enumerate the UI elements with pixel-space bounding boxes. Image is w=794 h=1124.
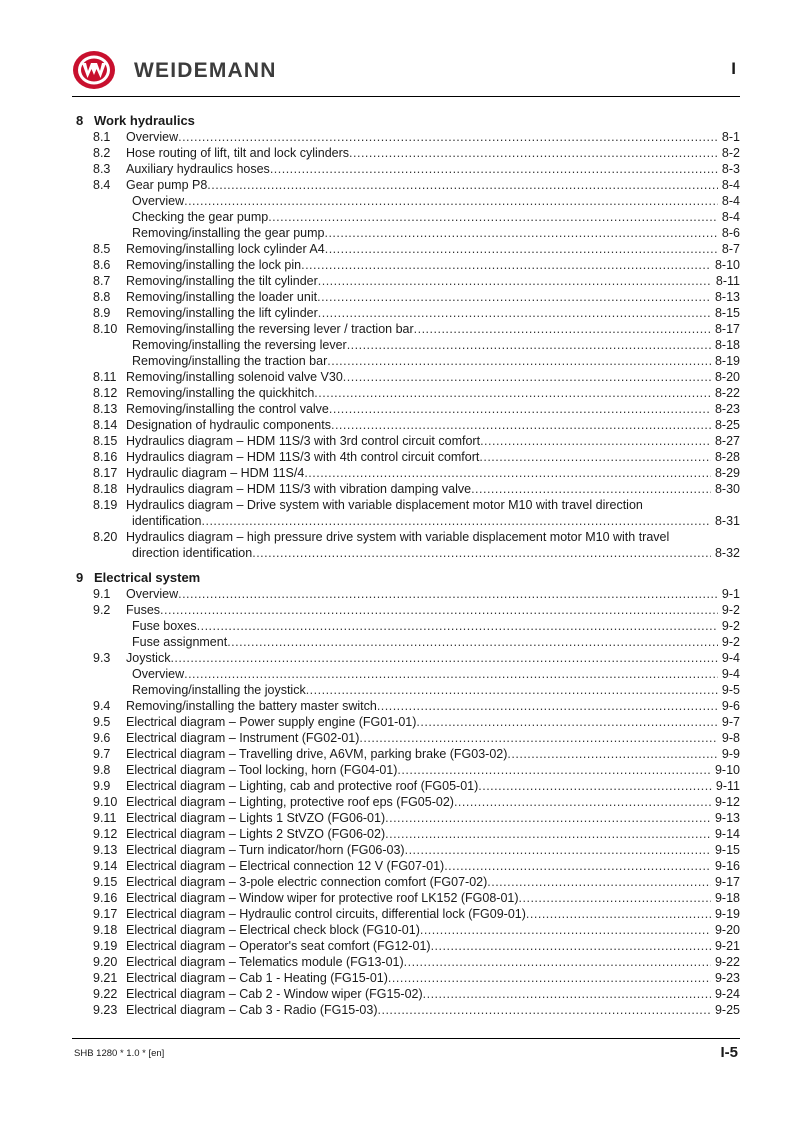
entry-title: direction identification [132, 546, 253, 560]
toc-subentry[interactable] [76, 666, 740, 682]
footer-rule [72, 1038, 740, 1039]
chapter-gap [76, 561, 740, 567]
toc-entry[interactable] [76, 954, 740, 970]
dot-leader [359, 730, 718, 746]
entry-page: 9-24 [714, 987, 740, 1001]
dot-leader [480, 433, 711, 449]
toc-entry[interactable] [76, 481, 740, 497]
header-rule [72, 96, 740, 97]
dot-leader [347, 337, 711, 353]
entry-page: 9-13 [714, 811, 740, 825]
entry-title: Hydraulics diagram – HDM 11S/3 with 3rd control circuit comfort [126, 434, 481, 448]
entry-title: Removing/installing the lock pin [126, 258, 302, 272]
entry-page: 8-6 [721, 226, 740, 240]
toc-entry[interactable] [76, 906, 740, 922]
toc-entry[interactable] [76, 289, 740, 305]
entry-title: Joystick [126, 651, 171, 665]
entry-page: 9-12 [714, 795, 740, 809]
entry-title: Removing/installing the quickhitch [126, 386, 315, 400]
entry-number: 8.10 [93, 322, 118, 336]
toc-entry[interactable] [76, 129, 740, 145]
entry-page: 8-7 [721, 242, 740, 256]
entry-page: 9-6 [721, 699, 740, 713]
entry-number: 8.19 [93, 498, 118, 512]
toc-entry[interactable] [76, 714, 740, 730]
entry-title: Fuse assignment [132, 635, 228, 649]
toc-entry[interactable] [76, 449, 740, 465]
entry-page: 8-19 [714, 354, 740, 368]
toc-entry[interactable] [76, 698, 740, 714]
toc-entry[interactable] [76, 650, 740, 666]
toc-entry[interactable] [76, 810, 740, 826]
entry-page: 9-7 [721, 715, 740, 729]
dot-leader [207, 177, 718, 193]
dot-leader [184, 666, 718, 682]
toc-entry[interactable] [76, 385, 740, 401]
entry-title: Removing/installing the battery master switch [126, 699, 377, 713]
dot-leader [388, 970, 711, 986]
entry-number: 9.3 [93, 651, 111, 665]
entry-number: 9.5 [93, 715, 111, 729]
entry-page: 9-18 [714, 891, 740, 905]
toc-entry[interactable] [76, 305, 740, 321]
entry-number: 8.7 [93, 274, 111, 288]
entry-page: 9-22 [714, 955, 740, 969]
toc-entry[interactable] [76, 177, 740, 193]
toc-subentry[interactable] [76, 513, 740, 529]
toc-entry[interactable] [76, 497, 740, 513]
entry-page: 9-2 [721, 603, 740, 617]
dot-leader [444, 858, 711, 874]
dot-leader [268, 209, 718, 225]
entry-number: 9.11 [93, 811, 117, 825]
toc-entry[interactable] [76, 890, 740, 906]
dot-leader [478, 778, 712, 794]
entry-number: 8.15 [93, 434, 118, 448]
entry-title: Removing/installing the lift cylinder [126, 306, 318, 320]
entry-number: 9.21 [93, 971, 118, 985]
toc-entry[interactable] [76, 586, 740, 602]
dot-leader [325, 241, 718, 257]
entry-number: 8.5 [93, 242, 111, 256]
entry-page: 9-19 [714, 907, 740, 921]
entry-page: 9-17 [714, 875, 740, 889]
entry-number: 9.15 [93, 875, 118, 889]
entry-page: 9-25 [714, 1003, 740, 1017]
dot-leader [431, 938, 711, 954]
dot-leader [202, 513, 711, 529]
entry-title: Electrical diagram – Telematics module (FG13-01) [126, 955, 404, 969]
entry-page: 9-2 [721, 635, 740, 649]
dot-leader [526, 906, 711, 922]
entry-page: 8-13 [714, 290, 740, 304]
entry-page: 8-1 [721, 130, 740, 144]
entry-title: Electrical diagram – Window wiper for protective roof LK152 (FG08-01) [126, 891, 519, 905]
toc-entry[interactable] [76, 762, 740, 778]
entry-title: Electrical diagram – Electrical connection 12 V (FG07-01) [126, 859, 445, 873]
toc-subentry[interactable] [76, 193, 740, 209]
entry-title: Electrical diagram – Cab 3 - Radio (FG15-03) [126, 1003, 378, 1017]
entry-page: 9-2 [721, 619, 740, 633]
dot-leader [304, 465, 711, 481]
toc-entry[interactable] [76, 746, 740, 762]
entry-title: Hydraulics diagram – high pressure drive system with variable displacement motor M10 with travel [126, 530, 670, 544]
dot-leader [178, 129, 718, 145]
dot-leader [327, 353, 711, 369]
entry-number: 9.17 [93, 907, 118, 921]
entry-page: 8-17 [714, 322, 740, 336]
toc-entry[interactable] [76, 826, 740, 842]
dot-leader [270, 161, 718, 177]
chapter-title: Work hydraulics [94, 113, 195, 128]
toc-subentry[interactable] [76, 682, 740, 698]
entry-title: Electrical diagram – Lights 2 StVZO (FG06-02) [126, 827, 386, 841]
entry-title: Hydraulics diagram – HDM 11S/3 with 4th control circuit comfort [126, 450, 480, 464]
entry-title: Removing/installing solenoid valve V30 [126, 370, 343, 384]
entry-title: Removing/installing the reversing lever [132, 338, 347, 352]
toc-entry[interactable] [76, 922, 740, 938]
entry-number: 8.13 [93, 402, 118, 416]
entry-page: 8-18 [714, 338, 740, 352]
entry-number: 8.1 [93, 130, 111, 144]
entry-title: Fuses [126, 603, 161, 617]
section-marker: I [731, 59, 736, 78]
toc-entry[interactable] [76, 874, 740, 890]
entry-number: 8.18 [93, 482, 118, 496]
dot-leader [318, 273, 712, 289]
toc-entry[interactable] [76, 417, 740, 433]
dot-leader [385, 810, 711, 826]
entry-page: 9-4 [721, 651, 740, 665]
toc-subentry[interactable] [76, 209, 740, 225]
page-number: I-5 [720, 1044, 738, 1061]
entry-number: 9.7 [93, 747, 111, 761]
page-footer [72, 1038, 740, 1061]
entry-number: 9.13 [93, 843, 118, 857]
chapter-number: 9 [76, 570, 84, 585]
dot-leader [507, 746, 718, 762]
entry-number: 9.16 [93, 891, 118, 905]
entry-title: Overview [126, 130, 179, 144]
entry-number: 8.14 [93, 418, 118, 432]
entry-number: 8.8 [93, 290, 111, 304]
entry-page: 8-30 [714, 482, 740, 496]
dot-leader [487, 874, 711, 890]
toc-entry[interactable] [76, 257, 740, 273]
entry-page: 9-4 [721, 667, 740, 681]
entry-title: Electrical diagram – Lights 1 StVZO (FG06-01) [126, 811, 386, 825]
entry-title: Removing/installing the control valve [126, 402, 329, 416]
entry-title: Removing/installing the joystick [132, 683, 306, 697]
entry-page: 8-10 [714, 258, 740, 272]
entry-number: 9.10 [93, 795, 118, 809]
entry-number: 9.9 [93, 779, 111, 793]
entry-title: Electrical diagram – Lighting, protective roof eps (FG05-02) [126, 795, 454, 809]
entry-title: Removing/installing the reversing lever / traction bar [126, 322, 414, 336]
toc-entry[interactable] [76, 602, 740, 618]
dot-leader [197, 618, 718, 634]
dot-leader [423, 986, 711, 1002]
toc-entry[interactable] [76, 401, 740, 417]
weidemann-logo [72, 50, 116, 90]
entry-title: Hydraulic diagram – HDM 11S/4 [126, 466, 305, 480]
entry-page: 8-15 [714, 306, 740, 320]
entry-number: 8.3 [93, 162, 111, 176]
entry-number: 8.6 [93, 258, 111, 272]
chapter-number: 8 [76, 113, 84, 128]
table-of-contents [76, 110, 740, 1018]
entry-title: Electrical diagram – Operator's seat comfort (FG12-01) [126, 939, 431, 953]
toc-entry[interactable] [76, 1002, 740, 1018]
entry-page: 8-4 [721, 210, 740, 224]
dot-leader [385, 826, 711, 842]
entry-title: Overview [126, 587, 179, 601]
toc-entry[interactable] [76, 465, 740, 481]
entry-page: 9-8 [721, 731, 740, 745]
entry-page: 9-16 [714, 859, 740, 873]
entry-page: 8-23 [714, 402, 740, 416]
dot-leader [306, 682, 718, 698]
brand-name: WEIDEMANN [134, 59, 277, 82]
entry-number: 9.22 [93, 987, 118, 1001]
dot-leader [317, 289, 711, 305]
dot-leader [397, 762, 711, 778]
dot-leader [331, 417, 711, 433]
entry-page: 8-22 [714, 386, 740, 400]
entry-title: Removing/installing lock cylinder A4 [126, 242, 325, 256]
entry-page: 8-32 [714, 546, 740, 560]
dot-leader [454, 794, 711, 810]
toc-subentry[interactable] [76, 634, 740, 650]
dot-leader [471, 481, 711, 497]
entry-number: 8.12 [93, 386, 118, 400]
dot-leader [170, 650, 717, 666]
entry-title: Electrical diagram – Turn indicator/horn (FG06-03) [126, 843, 405, 857]
entry-title: Electrical diagram – Cab 1 - Heating (FG15-01) [126, 971, 388, 985]
entry-number: 8.9 [93, 306, 111, 320]
dot-leader [343, 369, 711, 385]
toc-entry[interactable] [76, 842, 740, 858]
entry-title: identification [132, 514, 202, 528]
toc-entry[interactable] [76, 145, 740, 161]
entry-page: 8-4 [721, 194, 740, 208]
entry-number: 9.18 [93, 923, 118, 937]
entry-title: Fuse boxes [132, 619, 197, 633]
entry-title: Checking the gear pump [132, 210, 269, 224]
entry-number: 8.11 [93, 370, 117, 384]
entry-title: Gear pump P8 [126, 178, 208, 192]
dot-leader [377, 698, 718, 714]
dot-leader [324, 225, 717, 241]
entry-page: 8-11 [715, 274, 740, 288]
entry-number: 9.2 [93, 603, 111, 617]
entry-title: Removing/installing the gear pump [132, 226, 325, 240]
entry-page: 9-20 [714, 923, 740, 937]
dot-leader [252, 545, 711, 561]
entry-title: Electrical diagram – Tool locking, horn (FG04-01) [126, 763, 398, 777]
dot-leader [329, 401, 711, 417]
entry-page: 8-4 [721, 178, 740, 192]
toc-entry[interactable] [76, 986, 740, 1002]
toc-subentry[interactable] [76, 545, 740, 561]
entry-number: 8.4 [93, 178, 111, 192]
entry-page: 8-20 [714, 370, 740, 384]
entry-page: 9-1 [721, 587, 740, 601]
toc-entry[interactable] [76, 730, 740, 746]
entry-title: Electrical diagram – 3-pole electric connection comfort (FG07-02) [126, 875, 488, 889]
entry-title: Electrical diagram – Electrical check block (FG10-01) [126, 923, 420, 937]
dot-leader [420, 922, 711, 938]
dot-leader [178, 586, 718, 602]
entry-title: Electrical diagram – Power supply engine (FG01-01) [126, 715, 417, 729]
dot-leader [301, 257, 711, 273]
entry-number: 8.16 [93, 450, 118, 464]
entry-title: Removing/installing the tilt cylinder [126, 274, 318, 288]
entry-title: Overview [132, 667, 185, 681]
entry-page: 8-29 [714, 466, 740, 480]
entry-title: Hose routing of lift, tilt and lock cylinders [126, 146, 350, 160]
toc-subentry[interactable] [76, 337, 740, 353]
entry-page: 8-3 [721, 162, 740, 176]
toc-entry[interactable] [76, 321, 740, 337]
page-header [72, 50, 742, 92]
toc-entry[interactable] [76, 161, 740, 177]
entry-page: 8-25 [714, 418, 740, 432]
toc-entry[interactable] [76, 938, 740, 954]
entry-title: Hydraulics diagram – HDM 11S/3 with vibration damping valve [126, 482, 472, 496]
entry-page: 9-5 [721, 683, 740, 697]
entry-title: Removing/installing the loader unit [126, 290, 318, 304]
toc-entry[interactable] [76, 241, 740, 257]
entry-number: 8.17 [93, 466, 118, 480]
entry-number: 9.6 [93, 731, 111, 745]
entry-title: Electrical diagram – Travelling drive, A6VM, parking brake (FG03-02) [126, 747, 508, 761]
toc-subentry[interactable] [76, 353, 740, 369]
entry-page: 8-31 [714, 514, 740, 528]
entry-number: 9.20 [93, 955, 118, 969]
dot-leader [479, 449, 711, 465]
entry-page: 9-9 [721, 747, 740, 761]
entry-number: 9.4 [93, 699, 111, 713]
entry-title: Electrical diagram – Lighting, cab and protective roof (FG05-01) [126, 779, 479, 793]
entry-page: 9-21 [714, 939, 740, 953]
chapter-heading[interactable] [76, 113, 740, 129]
chapter-title: Electrical system [94, 570, 201, 585]
toc-entry[interactable] [76, 778, 740, 794]
dot-leader [160, 602, 718, 618]
entry-number: 9.23 [93, 1003, 118, 1017]
entry-page: 9-23 [714, 971, 740, 985]
entry-title: Removing/installing the traction bar [132, 354, 328, 368]
entry-number: 9.14 [93, 859, 118, 873]
dot-leader [378, 1002, 711, 1018]
dot-leader [414, 321, 711, 337]
toc-subentry[interactable] [76, 618, 740, 634]
dot-leader [416, 714, 718, 730]
chapter-heading[interactable] [76, 570, 740, 586]
entry-page: 8-28 [714, 450, 740, 464]
dot-leader [405, 842, 711, 858]
entry-title: Electrical diagram – Hydraulic control circuits, differential lock (FG09-01) [126, 907, 526, 921]
dot-leader [318, 305, 711, 321]
entry-title: Electrical diagram – Instrument (FG02-01) [126, 731, 360, 745]
entry-page: 8-2 [721, 146, 740, 160]
dot-leader [184, 193, 718, 209]
toc-entry[interactable] [76, 970, 740, 986]
entry-number: 9.1 [93, 587, 111, 601]
document-reference: SHB 1280 * 1.0 * [en] [74, 1048, 165, 1059]
entry-number: 9.8 [93, 763, 111, 777]
entry-page: 9-10 [714, 763, 740, 777]
toc-subentry[interactable] [76, 225, 740, 241]
toc-entry[interactable] [76, 433, 740, 449]
entry-title: Hydraulics diagram – Drive system with variable displacement motor M10 with travel direction [126, 498, 643, 512]
entry-title: Designation of hydraulic components [126, 418, 331, 432]
dot-leader [349, 145, 718, 161]
entry-page: 9-11 [715, 779, 740, 793]
entry-title: Electrical diagram – Cab 2 - Window wiper (FG15-02) [126, 987, 423, 1001]
toc-entry[interactable] [76, 858, 740, 874]
toc-entry[interactable] [76, 369, 740, 385]
dot-leader [227, 634, 718, 650]
entry-page: 9-15 [714, 843, 740, 857]
entry-title: Overview [132, 194, 185, 208]
toc-entry[interactable] [76, 529, 740, 545]
dot-leader [519, 890, 711, 906]
dot-leader [404, 954, 711, 970]
toc-entry[interactable] [76, 273, 740, 289]
dot-leader [314, 385, 711, 401]
entry-number: 9.12 [93, 827, 118, 841]
entry-number: 8.20 [93, 530, 118, 544]
toc-entry[interactable] [76, 794, 740, 810]
entry-number: 9.19 [93, 939, 118, 953]
entry-page: 9-14 [714, 827, 740, 841]
entry-number: 8.2 [93, 146, 111, 160]
entry-title: Auxiliary hydraulics hoses [126, 162, 270, 176]
entry-page: 8-27 [714, 434, 740, 448]
